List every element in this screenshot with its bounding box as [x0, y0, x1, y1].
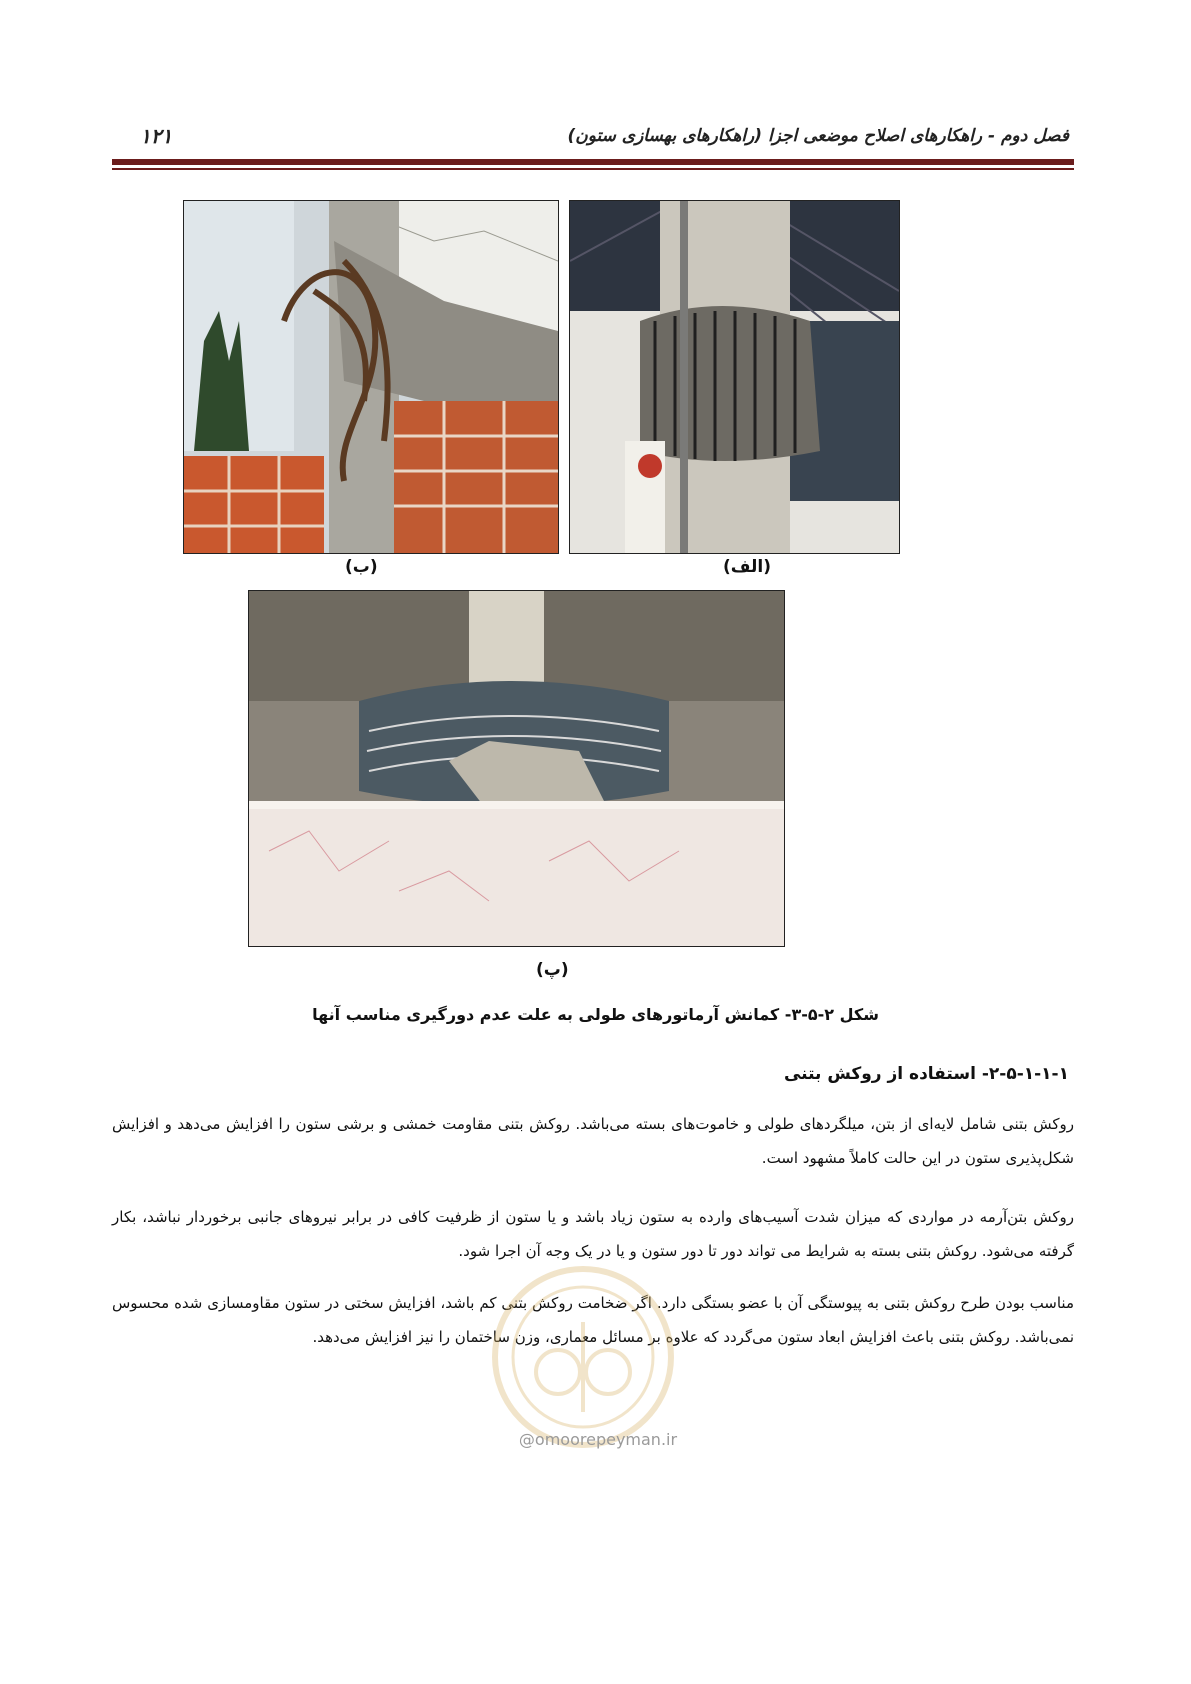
photo-b-damaged-column: [183, 200, 559, 554]
figure-label-b: (ب): [345, 557, 378, 577]
header-rule-thin: [112, 168, 1074, 170]
chapter-title: فصل دوم - راهکارهای اصلاح موضعی اجزا (راهکارهای بهسازی ستون): [567, 126, 1069, 146]
section-heading: ۲-۵-۱-۱-۱- استفاده از روکش بتنی: [783, 1064, 1069, 1084]
paragraph-2: روکش بتن‌آرمه در مواردی که میزان شدت آسیب‌های وارده به ستون زیاد باشد و یا ستون از ظرفیت کافی در برابر نیروهای جانبی برخوردار نباشد، بکار گرفته می‌شود. روکش بتنی بسته به شرایط می تواند دور تا دور ستون و یا در یک وجه آن اجرا شود.: [112, 1208, 1074, 1260]
page-number: ۱۲۱: [140, 124, 173, 148]
paragraph-1: روکش بتنی شامل لایه‌ای از بتن، میلگردهای طولی و خاموت‌های بسته می‌باشد. روکش بتنی مقاومت خمشی و برشی ستون را افزایش می‌دهد و افزایش شکل‌پذیری ستون در این حالت کاملاً مشهود است.: [112, 1115, 1074, 1167]
watermark-site: @omoorepeyman.ir: [518, 1430, 678, 1449]
header-rule-thick: [112, 159, 1074, 165]
photo-p-buckled-rebar: [248, 590, 785, 947]
paragraph-3: مناسب بودن طرح روکش بتنی به پیوستگی آن با عضو بستگی دارد. اگر ضخامت روکش بتنی کم باشد، افزایش سختی در ستون مقاومسازی شده محسوس نمی‌باشد. روکش بتنی باعث افزایش ابعاد ستون می‌گردد که علاوه بر مسائل معماری، وزن ساختمان را نیز افزایش می‌دهد.: [112, 1294, 1074, 1346]
photo-alef-bridge-pier: [569, 200, 900, 554]
figure-label-p: (پ): [536, 960, 569, 980]
figure-caption: شکل ۲-۵-۳- کمانش آرماتورهای طولی به علت عدم دورگیری مناسب آنها: [312, 1005, 879, 1024]
figure-label-alef: (الف): [723, 557, 771, 577]
